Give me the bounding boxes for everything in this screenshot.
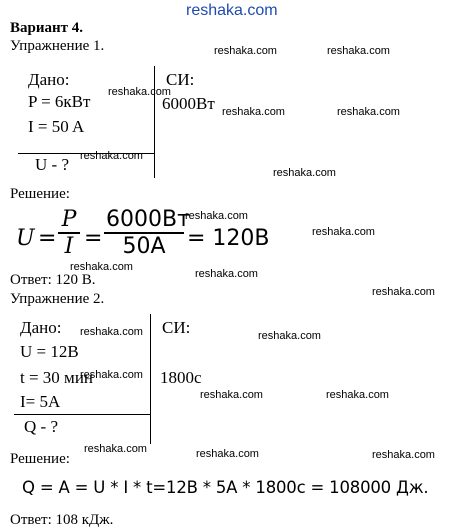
ex1-frac1-den: I xyxy=(64,233,74,259)
variant-title: Вариант 4. xyxy=(10,20,84,36)
ex1-si-value: 6000Вт xyxy=(162,94,215,113)
ex2-given-line-1: U = 12В xyxy=(20,342,79,361)
watermark: reshaka.com xyxy=(327,45,390,57)
ex1-unknown: U - ? xyxy=(35,155,69,174)
ex1-formula-result: = 120В xyxy=(187,226,270,251)
ex2-vertical-divider xyxy=(150,314,151,444)
ex1-fraction-numeric xyxy=(104,207,190,259)
ex2-given-line-3: I= 5A xyxy=(20,392,61,411)
watermark: reshaka.com xyxy=(222,106,285,118)
ex1-formula-lhs: U xyxy=(16,226,35,251)
watermark: reshaka.com xyxy=(258,330,321,342)
ex1-frac2-den: 50А xyxy=(122,233,166,259)
watermark: reshaka.com xyxy=(326,389,389,401)
watermark: reshaka.com xyxy=(312,226,375,238)
watermark: reshaka.com xyxy=(195,268,258,280)
watermark: reshaka.com xyxy=(214,45,277,57)
watermark: reshaka.com xyxy=(273,167,336,179)
site-title: reshaka.com xyxy=(186,2,278,19)
ex1-frac1-num: P xyxy=(61,207,77,232)
exercise2-title: Упражнение 2. xyxy=(10,291,105,307)
ex1-solution-label: Решение: xyxy=(10,186,70,202)
watermark: reshaka.com xyxy=(108,86,171,98)
ex2-answer: Ответ: 108 кДж. xyxy=(10,512,114,528)
ex2-given-line-2: t = 30 мин xyxy=(20,368,94,387)
ex2-horizontal-divider xyxy=(14,414,150,415)
watermark: reshaka.com xyxy=(80,326,143,338)
watermark: reshaka.com xyxy=(372,286,435,298)
ex1-frac2-num: 6000Вт xyxy=(106,207,190,232)
ex1-given-line-2: I = 50 A xyxy=(28,117,85,136)
ex1-given-line-1: P = 6кВт xyxy=(28,92,91,111)
watermark: reshaka.com xyxy=(80,150,143,162)
watermark: reshaka.com xyxy=(70,261,133,273)
ex2-given-label: Дано: xyxy=(20,318,62,337)
watermark: reshaka.com xyxy=(185,210,248,222)
ex1-fraction-symbolic xyxy=(58,207,80,259)
ex1-answer: Ответ: 120 В. xyxy=(10,272,96,288)
watermark: reshaka.com xyxy=(200,389,263,401)
ex1-formula-eq-2: = xyxy=(84,226,103,251)
ex2-solution-label: Решение: xyxy=(10,451,70,467)
ex2-unknown: Q - ? xyxy=(24,417,58,436)
ex1-vertical-divider xyxy=(154,66,155,178)
ex1-given-label: Дано: xyxy=(28,70,70,89)
ex2-formula: Q = A = U * I * t=12В * 5А * 1800с = 108000 Дж. xyxy=(22,478,429,497)
watermark: reshaka.com xyxy=(196,448,259,460)
watermark: reshaka.com xyxy=(84,443,147,455)
ex2-si-value: 1800с xyxy=(160,368,202,387)
exercise1-title: Упражнение 1. xyxy=(10,38,105,54)
watermark: reshaka.com xyxy=(80,369,143,381)
ex1-si-label: СИ: xyxy=(166,70,195,89)
ex2-si-label: СИ: xyxy=(162,318,191,337)
watermark: reshaka.com xyxy=(337,106,400,118)
watermark: reshaka.com xyxy=(372,449,435,461)
ex1-formula-eq-1: = xyxy=(38,226,57,251)
